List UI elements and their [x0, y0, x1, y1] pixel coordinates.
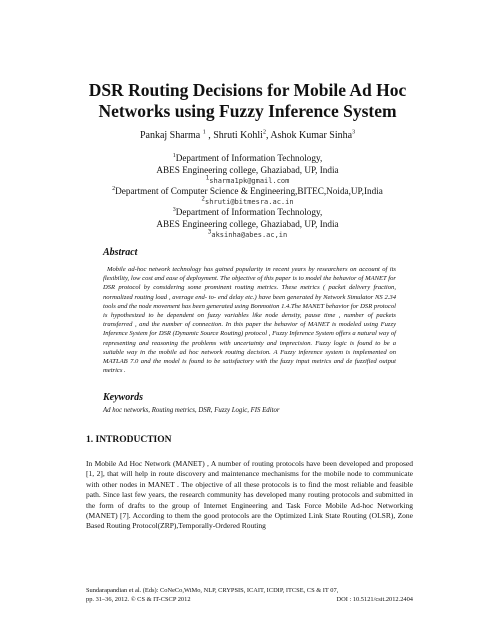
footer-doi: DOI : 10.5121/csit.2012.2404 [336, 595, 413, 603]
section-number: 1. [86, 435, 94, 445]
abstract-heading: Abstract [103, 247, 138, 258]
author-name: Ashok Kumar Sinha [270, 130, 353, 141]
author-sup: 1 [202, 129, 206, 136]
author-sup: 3 [352, 129, 356, 136]
author-name: Pankaj Sharma [139, 130, 201, 141]
author-list: Pankaj Sharma $^1$ , Shruti Kohli$^2$, Ashok Kumar Sinha$^3$ [139, 129, 356, 141]
affiliation-1-institution: ABES Engineering college, Ghaziabad, UP, India [156, 165, 339, 175]
affiliation-3: $^3$Department of Information Technology, [172, 206, 323, 217]
introduction-text: In Mobile Ad Hoc Network (MANET) , A number of routing protocols have been developed and proposed [1, 2], that will help in route discovery and maintenance mechanisms for the mobile node to communicate with other nodes in MANET . The objective of all these protocols is to find the most reliable and feasible path. Since last few years, the research community has developed many routing protocols and submitted in the form of drafts to the group of Internet Engineering and Task Force Mobile Ad-hoc Networking (MANET) [7]. According to them the good protocols are the Optimized Link State Routing (OLSR), Zone Based Routing Protocol(ZRP),Temporally-Ordered Routing [86, 459, 413, 531]
affiliation-3-email: $^3$aksinha@abes.ac,in [207, 228, 288, 239]
paper-title [40, 80, 455, 122]
page-footer [86, 587, 413, 604]
affiliation-2: $^2$Department of Computer Science & Engineering,BITEC,Noida,UP,India [112, 185, 383, 196]
keywords-heading: Keywords [103, 392, 143, 403]
keywords-text: Ad hoc networks, Routing metrics, DSR, Fuzzy Logic, FIS Editor [103, 407, 280, 414]
author-sup: 2 [262, 129, 266, 136]
author-name: Shruti Kohli [213, 130, 263, 141]
affiliation-1: $^1$Department of Information Technology, [172, 152, 323, 163]
affiliation-2-email: $^2$shruti@bitmesra.ac.in [201, 195, 294, 206]
title-line-2: Networks using Fuzzy Inference System [98, 101, 397, 121]
footer-pages-copyright: pp. 31–36, 2012. © CS & IT-CSCP 2012 [86, 595, 191, 603]
title-line-1: DSR Routing Decisions for Mobile Ad Hoc [88, 80, 407, 100]
introduction-heading [86, 435, 172, 445]
section-title: INTRODUCTION [95, 435, 172, 445]
footer-proceedings: Sundarapandian et al. (Eds): CoNeCo,WiMo, NLP, CRYPSIS, ICAIT, ICDIP, ITCSE, CS & IT 07, [86, 587, 339, 594]
affiliation-1-email: $^1$sharma1pk@gmail.com [205, 174, 290, 185]
abstract-text: Mobile ad-hoc network technology has gained popularity in recent years by researchers on account of its flexibility, low cost and ease of deployment. The objective of this paper is to model the behavior of MANET for DSR protocol by considering some prominent routing metrics. These metrics ( packet delivery fraction, normalized routing load , average end- to- end delay etc.) have been generated by Network Simulator NS 2.34 tools and the node movement has been generated using Bonmotion 1.4.The MANET behavior for DSR protocol is hypothesized to be dependent on fuzzy variables like node density, pause time , number of packets transferred , and the number of connection. In this paper the behavior of MANET is modeled using Fuzzy Inference System for DSR (Dynamic Source Routing) protocol , Fuzzy Inference System offers a natural way of representing and reasoning the problems with uncertainty and imprecision. Fuzzy logic is found to be a suitable way in the mobile ad hoc network routing decision. A Fuzzy inference system is implemented on MATLAB 7.0 and the model is found to be satisfactory with the fuzzy input metrics and de fuzzified output metrics . [103, 266, 396, 375]
affiliation-3-institution: ABES Engineering college, Ghaziabad, UP, India [156, 219, 339, 229]
